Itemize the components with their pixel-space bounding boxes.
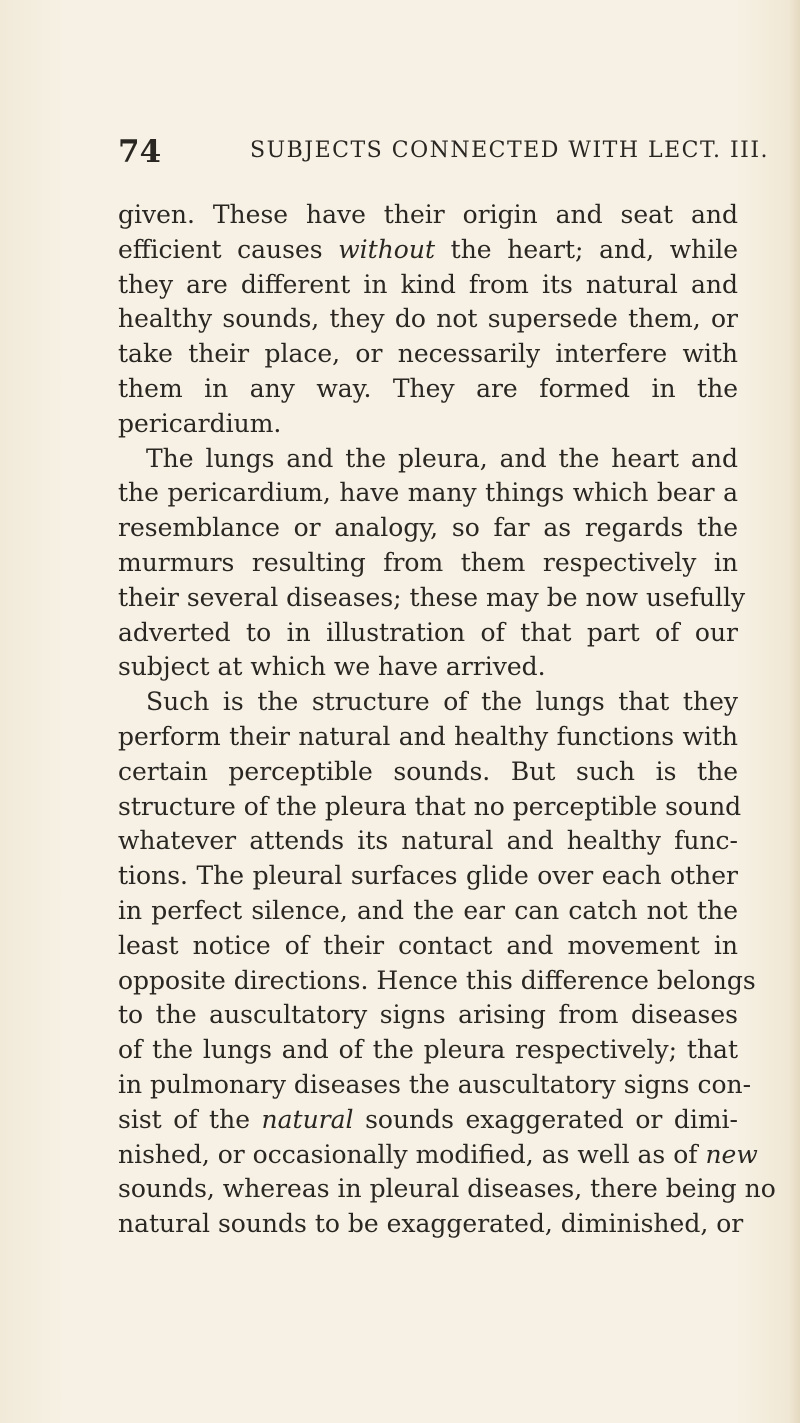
text-line-25: of the lungs and of the pleura respectively; that (118, 1035, 738, 1065)
text-line-6: them in any way. They are formed in the (118, 373, 738, 403)
page-number: 74 (118, 134, 162, 170)
text-line-12: their several diseases; these may be now usefully (118, 582, 746, 612)
text-line-22: least notice of their contact and movement in (118, 930, 738, 960)
text-line-23: opposite directions. Hence this difference belongs (118, 965, 756, 995)
text-line-18: structure of the pleura that no perceptible sound (118, 791, 742, 821)
text-line-7: pericardium. (118, 408, 282, 438)
text-line-19: whatever attends its natural and healthy func- (118, 826, 738, 856)
text-line-11: murmurs resulting from them respectively in (118, 547, 738, 577)
text-line-24: to the auscultatory signs arising from diseases (118, 1000, 738, 1030)
text-line-30: natural sounds to be exaggerated, diminished, or (118, 1209, 744, 1239)
text-line-1: given. These have their origin and seat and (118, 200, 738, 229)
text-line-29: sounds, whereas in pleural diseases, there being no (118, 1174, 776, 1204)
text-line-14: subject at which we have arrived. (118, 652, 546, 682)
page-header (118, 134, 770, 174)
text-line-2: efficient causes without the heart; and, while (118, 234, 738, 264)
text-line-26: in pulmonary diseases the auscultatory signs con- (118, 1069, 752, 1099)
text-line-4: healthy sounds, they do not supersede them, or (118, 304, 738, 334)
text-line-21: in perfect silence, and the ear can catch not the (118, 895, 738, 925)
text-line-27: sist of the natural sounds exaggerated or dimi- (118, 1104, 739, 1134)
text-line-28: nished, or occasionally modified, as well as of new (118, 1139, 758, 1169)
italic-word-new: new (705, 1139, 758, 1169)
text-line-8: The lungs and the pleura, and the heart and (146, 443, 738, 473)
text-line-20: tions. The pleural surfaces glide over each other (118, 861, 738, 891)
body-text (118, 198, 776, 1242)
text-line-10: resemblance or analogy, so far as regards the (118, 513, 738, 543)
text-line-13: adverted to in illustration of that part of our (118, 617, 738, 647)
text-line-17: certain perceptible sounds. But such is the (118, 756, 738, 786)
text-line-15: Such is the structure of the lungs that they (146, 687, 738, 717)
text-line-3: they are different in kind from its natural and (118, 269, 738, 299)
italic-word-natural: natural (261, 1104, 354, 1134)
running-head: SUBJECTS CONNECTED WITH LECT. III. (250, 138, 770, 163)
text-line-9: the pericardium, have many things which bear a (118, 478, 738, 508)
text-line-16: perform their natural and healthy functions with (118, 721, 738, 751)
text-line-5: take their place, or necessarily interfere with (118, 339, 738, 369)
italic-word-without: without (338, 234, 435, 264)
page-edge-shadow (788, 0, 800, 1423)
